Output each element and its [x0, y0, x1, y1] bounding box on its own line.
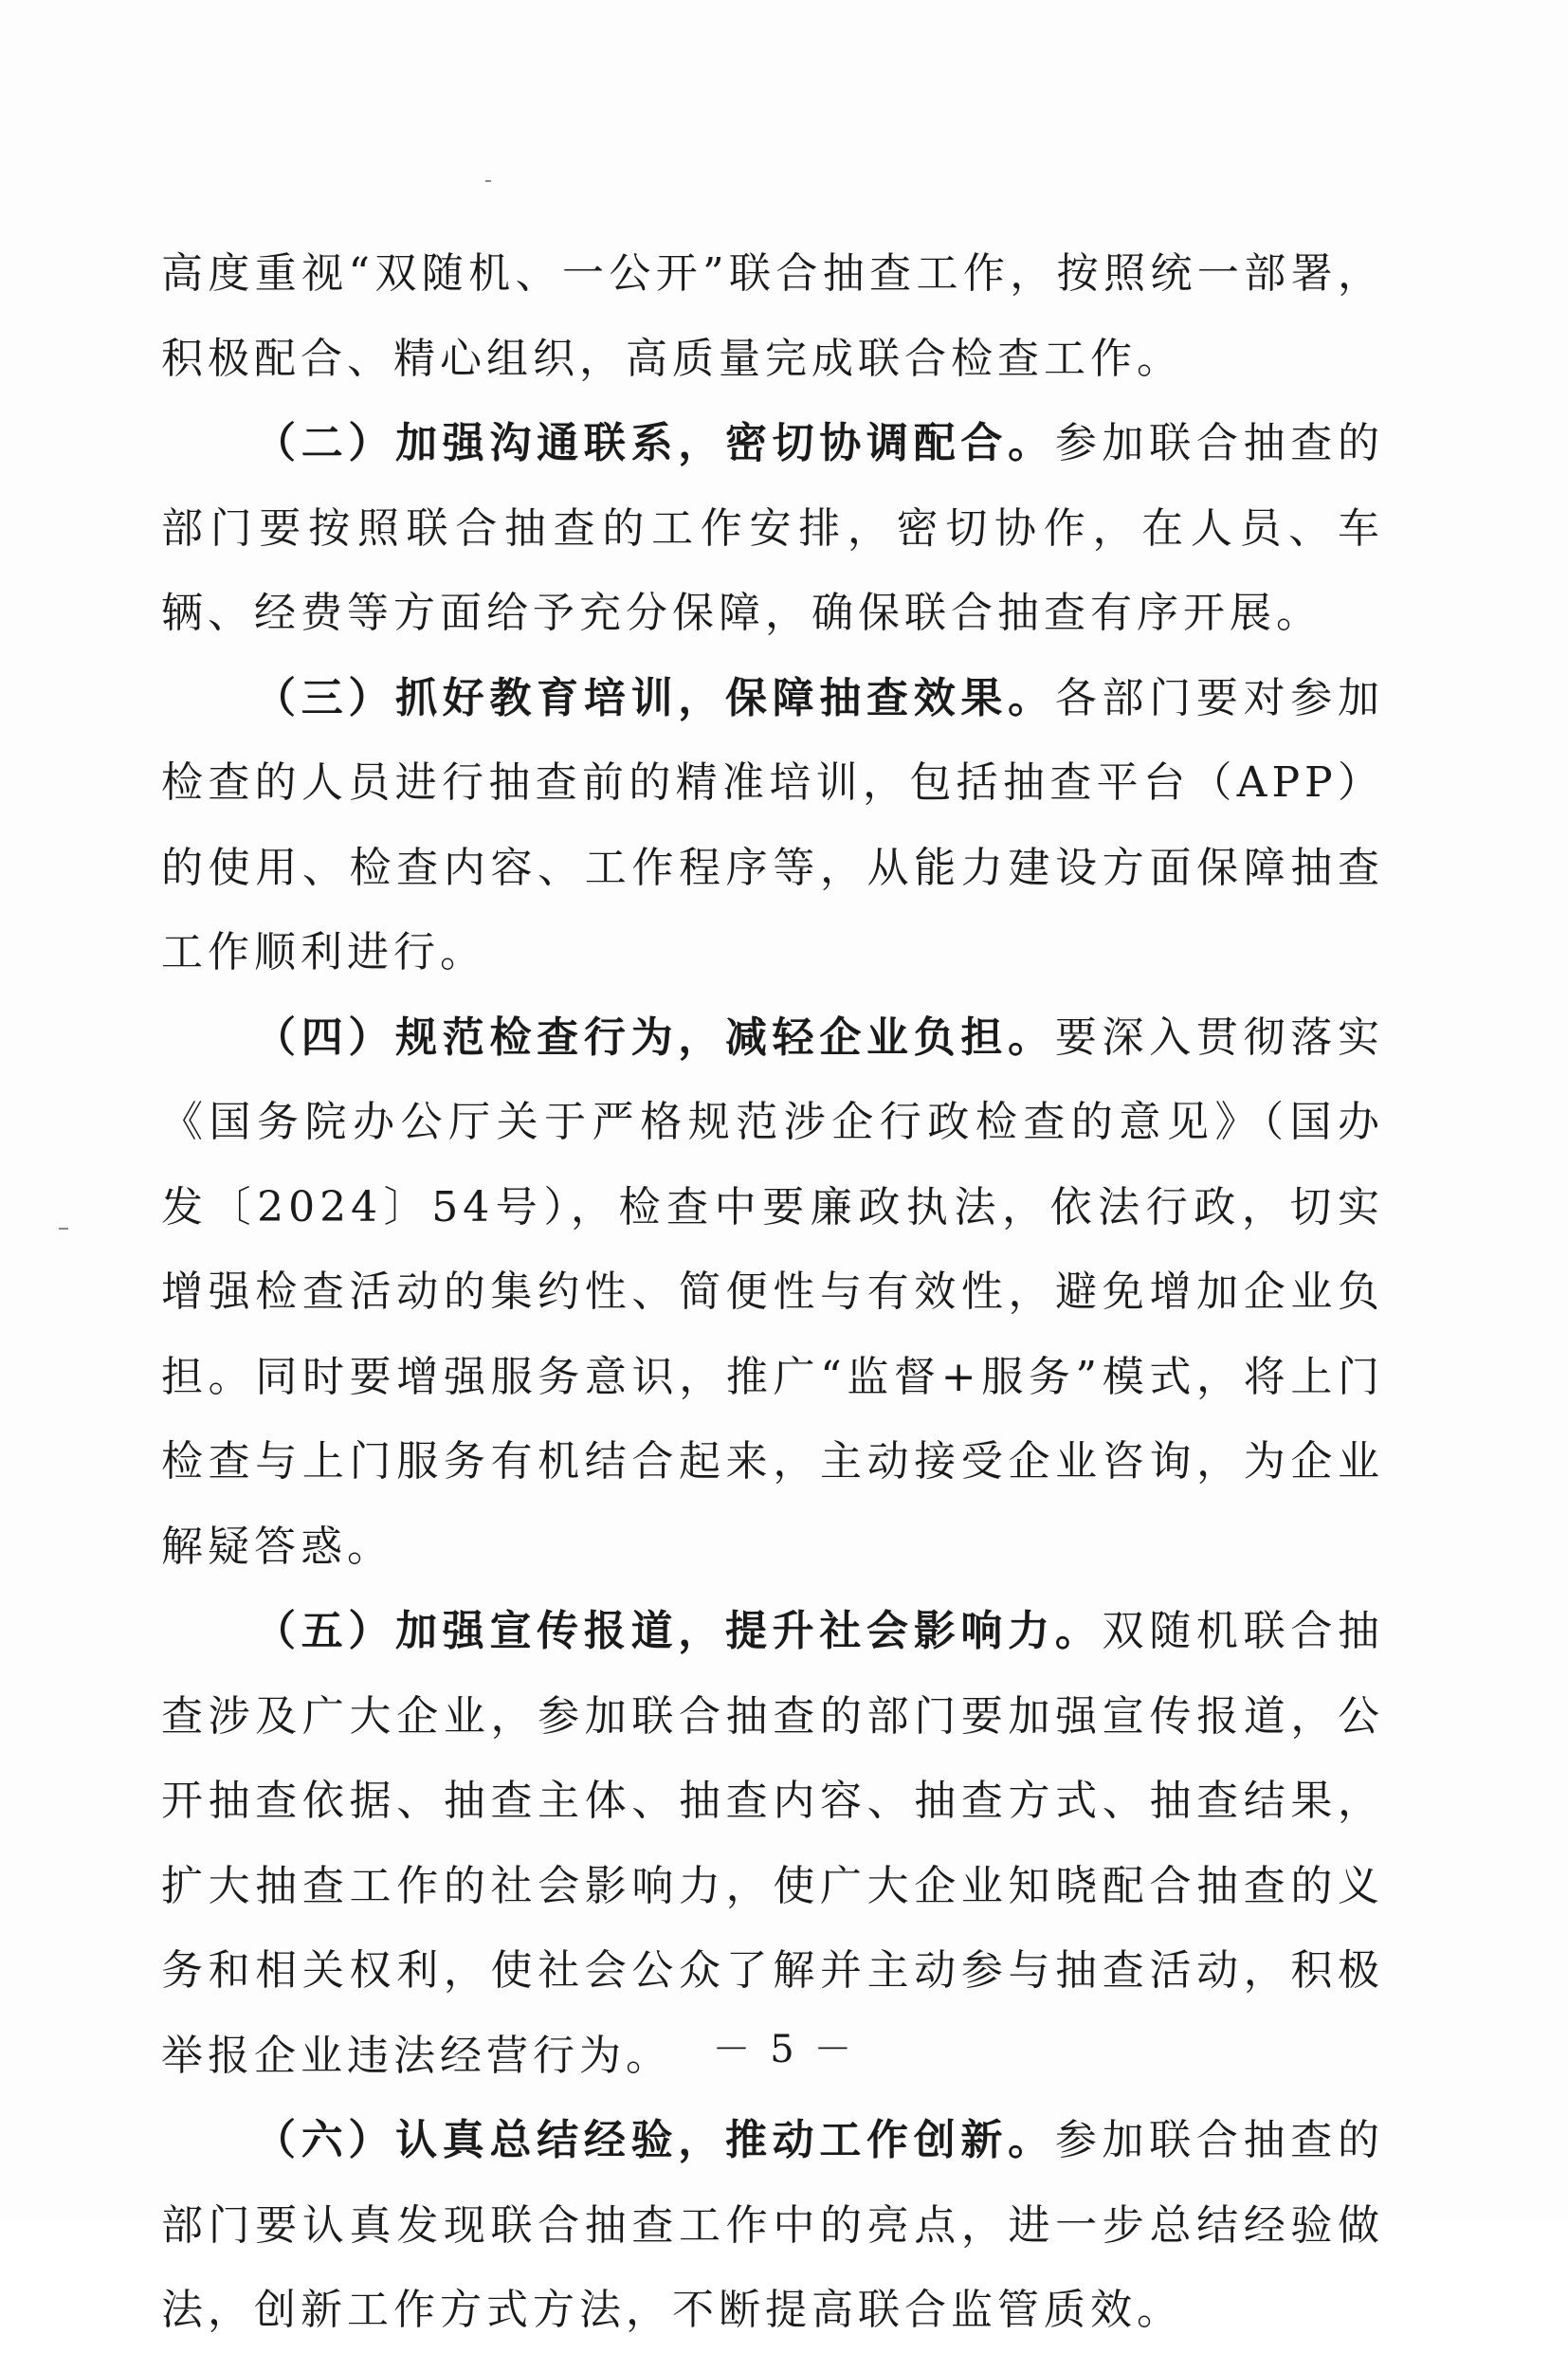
paragraph-text: 参加联合抽查的部门要认真发现联合抽查工作中的亮点，进一步总结经验做法，创新工作方式方法，不断提高联合监管质效。	[161, 2116, 1385, 2334]
paragraph-section-4	[161, 995, 1384, 1590]
paragraph-section-2	[161, 401, 1384, 656]
paragraph-continuation	[161, 231, 1384, 401]
section-heading: （六）认真总结经验，推动工作创新。	[254, 2116, 1055, 2164]
paragraph-text: 各部门要对参加检查的人员进行抽查前的精准培训，包括抽查平台（APP）的使用、检查内容、工作程序等，从能力建设方面保障抽查工作顺利进行。	[161, 673, 1385, 976]
paragraph-text: 双随机联合抽查涉及广大企业，参加联合抽查的部门要加强宣传报道，公开抽查依据、抽查主体、抽查内容、抽查方式、抽查结果，扩大抽查工作的社会影响力，使广大企业知晓配合抽查的义务和相关权利，使社会公众了解并主动参与抽查活动，积极举报企业违法经营行为。	[161, 1607, 1385, 2080]
paragraph-text: 要深入贯彻落实《国务院办公厅关于严格规范涉企行政检查的意见》（国办发〔2024〕54号），检查中要廉政执法，依法行政，切实增强检查活动的集约性、简便性与有效性，避免增加企业负担。同时要增强服务意识，推广“监督+服务”模式，将上门检查与上门服务有机结合起来，主动接受企业咨询，为企业解疑答惑。	[161, 1012, 1385, 1571]
page-number: － 5 －	[712, 2028, 856, 2071]
section-heading: （三）抓好教育培训，保障抽查效果。	[254, 673, 1055, 722]
paragraph-text: 高度重视“双随机、一公开”联合抽查工作，按照统一部署，积极配合、精心组织，高质量完成联合检查工作。	[161, 249, 1384, 383]
paragraph-section-6	[161, 2098, 1384, 2353]
scan-mark	[485, 180, 491, 182]
paragraph-section-3	[161, 656, 1384, 995]
section-heading: （二）加强沟通联系，密切协调配合。	[254, 419, 1055, 467]
paragraph-text: 参加联合抽查的部门要按照联合抽查的工作安排，密切协作，在人员、车辆、经费等方面给予充分保障，确保联合抽查有序开展。	[161, 419, 1385, 637]
section-heading: （五）加强宣传报道，提升社会影响力。	[254, 1607, 1103, 1655]
section-heading: （四）规范检查行为，减轻企业负担。	[254, 1012, 1055, 1062]
scan-mark	[59, 1228, 68, 1230]
